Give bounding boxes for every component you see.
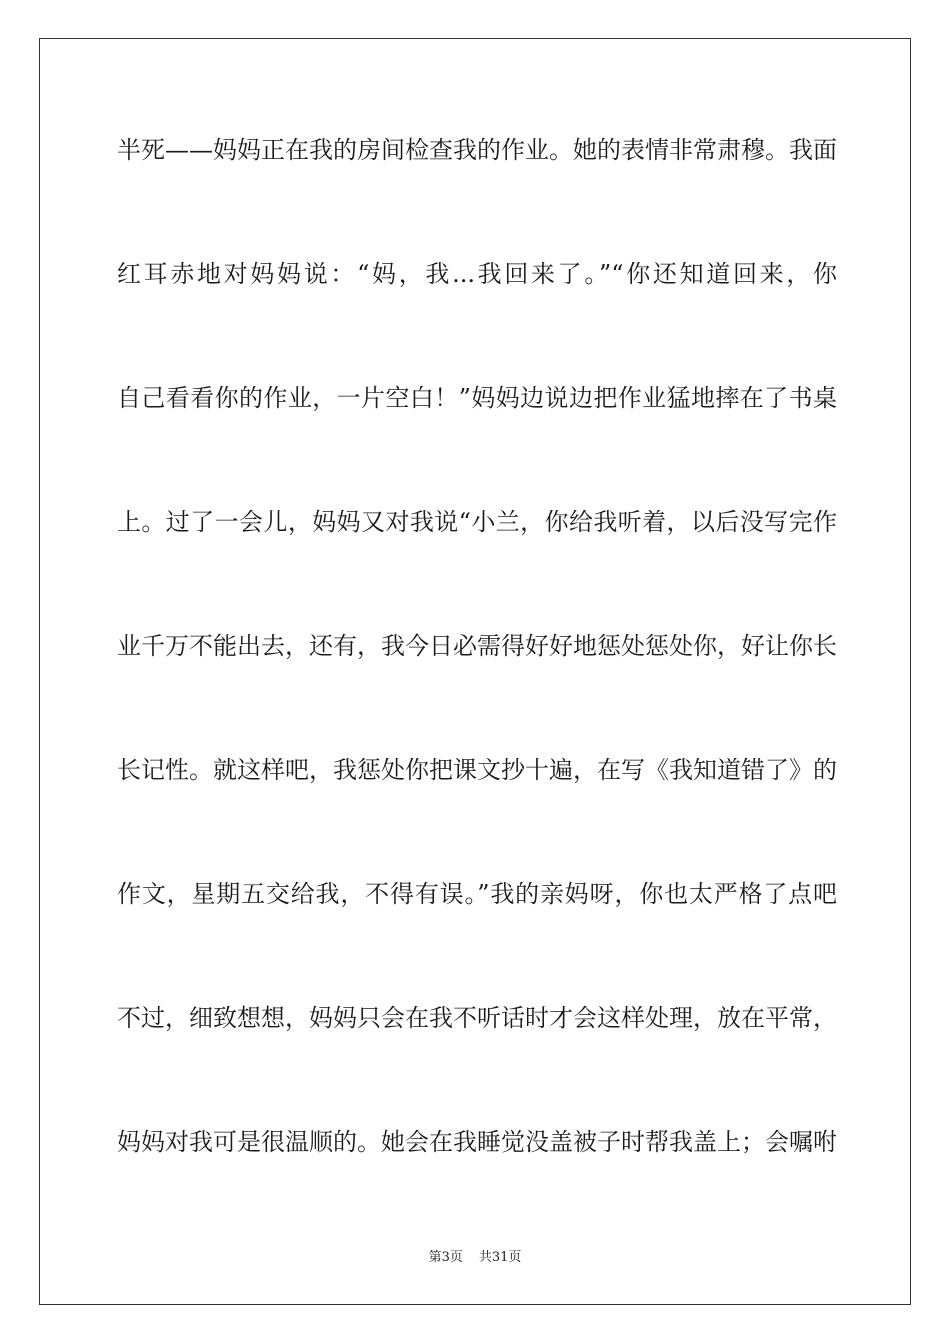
text-line: 半死——妈妈正在我的房间检查我的作业。她的表情非常肃穆。我面 xyxy=(117,136,837,164)
text-line: 自己看看你的作业，一片空白！”妈妈边说边把作业猛地摔在了书桌 xyxy=(117,384,837,412)
page-total: 共31页 xyxy=(478,1250,522,1265)
text-line: 业千万不能出去，还有，我今日必需得好好地惩处惩处你，好让你长 xyxy=(117,632,837,660)
text-line: 作文，星期五交给我，不得有误。”我的亲妈呀，你也太严格了点吧 xyxy=(117,880,837,908)
page-footer xyxy=(0,1246,950,1265)
text-line: 红耳赤地对妈妈说：“妈，我...我回来了。”“你还知道回来，你 xyxy=(117,260,837,288)
text-line: 上。过了一会儿，妈妈又对我说“小兰，你给我听着，以后没写完作 xyxy=(117,508,837,536)
document-body xyxy=(117,128,837,1244)
text-line: 妈妈对我可是很温顺的。她会在我睡觉没盖被子时帮我盖上；会嘱咐 xyxy=(117,1128,837,1156)
text-line: 不过，细致想想，妈妈只会在我不听话时才会这样处理，放在平常， xyxy=(117,1004,837,1032)
text-line: 长记性。就这样吧，我惩处你把课文抄十遍，在写《我知道错了》的 xyxy=(117,756,837,784)
page-number: 第3页 xyxy=(428,1250,463,1265)
